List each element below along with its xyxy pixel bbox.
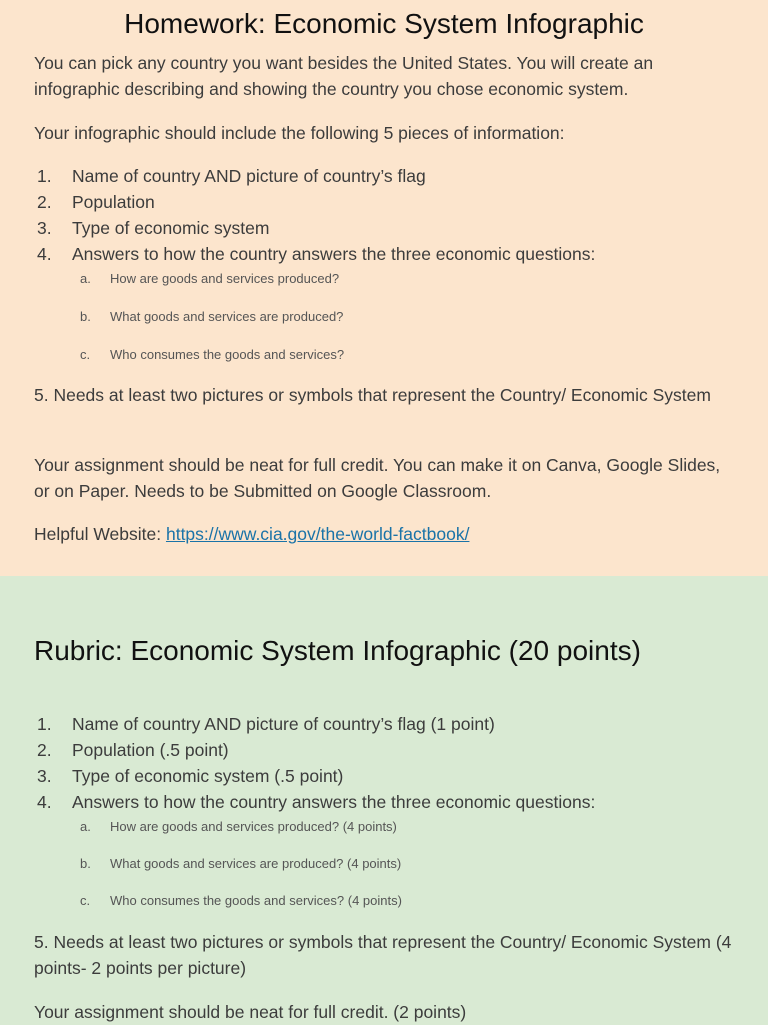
homework-intro: You can pick any country you want besides the United States. You will create an infographic describing and showing the country you chose economic system. bbox=[34, 53, 654, 99]
helpful-website bbox=[34, 521, 739, 547]
sub-list-item bbox=[80, 270, 740, 288]
sub-list-item bbox=[80, 818, 740, 836]
list-item bbox=[37, 763, 737, 789]
sub-list-item-text: Who consumes the goods and services? (4 points) bbox=[110, 893, 402, 908]
homework-item-5: 5. Needs at least two pictures or symbols that represent the Country/ Economic System bbox=[34, 385, 711, 405]
list-item-number: 3. bbox=[37, 766, 52, 786]
list-item bbox=[37, 215, 737, 241]
rubric-title: Rubric: Economic System Infographic (20 points) bbox=[34, 635, 641, 666]
rubric-section bbox=[0, 576, 768, 1024]
sub-list-item-text: What goods and services are produced? (4 points) bbox=[110, 856, 402, 871]
list-item bbox=[37, 189, 737, 215]
list-item bbox=[37, 241, 737, 267]
homework-requirement: Your infographic should include the following 5 pieces of information: bbox=[34, 123, 565, 143]
helpful-website-label: Helpful Website: bbox=[34, 524, 166, 544]
list-item bbox=[37, 737, 737, 763]
list-item-number: 4. bbox=[37, 244, 52, 264]
sub-list-item-letter: a. bbox=[80, 271, 91, 286]
sub-list-item bbox=[80, 855, 740, 873]
list-item-number: 2. bbox=[37, 192, 52, 212]
list-item-text: Name of country AND picture of country’s flag (1 point) bbox=[72, 714, 495, 734]
list-item-text: Type of economic system bbox=[72, 218, 270, 238]
list-item-text: Type of economic system (.5 point) bbox=[72, 766, 344, 786]
list-item bbox=[37, 163, 737, 189]
list-item bbox=[37, 711, 737, 737]
rubric-item-5: 5. Needs at least two pictures or symbols that represent the Country/ Economic System (4 points- 2 points per picture) bbox=[34, 932, 732, 978]
list-item-number: 3. bbox=[37, 218, 52, 238]
sub-list-item bbox=[80, 892, 740, 910]
list-item bbox=[37, 789, 737, 815]
list-item-text: Name of country AND picture of country’s flag bbox=[72, 166, 426, 186]
list-item-text: Population (.5 point) bbox=[72, 740, 229, 760]
sub-list-item-letter: c. bbox=[80, 893, 91, 908]
list-item-text: Population bbox=[72, 192, 155, 212]
sub-list-item-text: How are goods and services produced? (4 points) bbox=[110, 819, 397, 834]
sub-list-item-letter: a. bbox=[80, 819, 91, 834]
rubric-neat-note: Your assignment should be neat for full credit. (2 points) bbox=[34, 1002, 467, 1022]
list-item-number: 2. bbox=[37, 740, 52, 760]
list-item-text: Answers to how the country answers the three economic questions: bbox=[72, 792, 596, 812]
sub-list-item-text: Who consumes the goods and services? bbox=[110, 347, 345, 362]
world-factbook-link[interactable]: https://www.cia.gov/the-world-factbook/ bbox=[165, 524, 470, 544]
sub-list-item-letter: b. bbox=[80, 856, 91, 871]
sub-list-item-text: What goods and services are produced? bbox=[110, 309, 344, 324]
homework-title: Homework: Economic System Infographic bbox=[124, 8, 644, 39]
list-item-number: 4. bbox=[37, 792, 52, 812]
list-item-number: 1. bbox=[37, 714, 52, 734]
sub-list-item-text: How are goods and services produced? bbox=[110, 271, 340, 286]
list-item-number: 1. bbox=[37, 166, 52, 186]
homework-neat-note: Your assignment should be neat for full credit. You can make it on Canva, Google Slides, or on Paper. Needs to be Submitted on Google Classroom. bbox=[34, 455, 721, 501]
sub-list-item-letter: b. bbox=[80, 309, 91, 324]
sub-list-item bbox=[80, 346, 740, 364]
sub-list-item-letter: c. bbox=[80, 347, 91, 362]
sub-list-item bbox=[80, 308, 740, 326]
list-item-text: Answers to how the country answers the three economic questions: bbox=[72, 244, 596, 264]
